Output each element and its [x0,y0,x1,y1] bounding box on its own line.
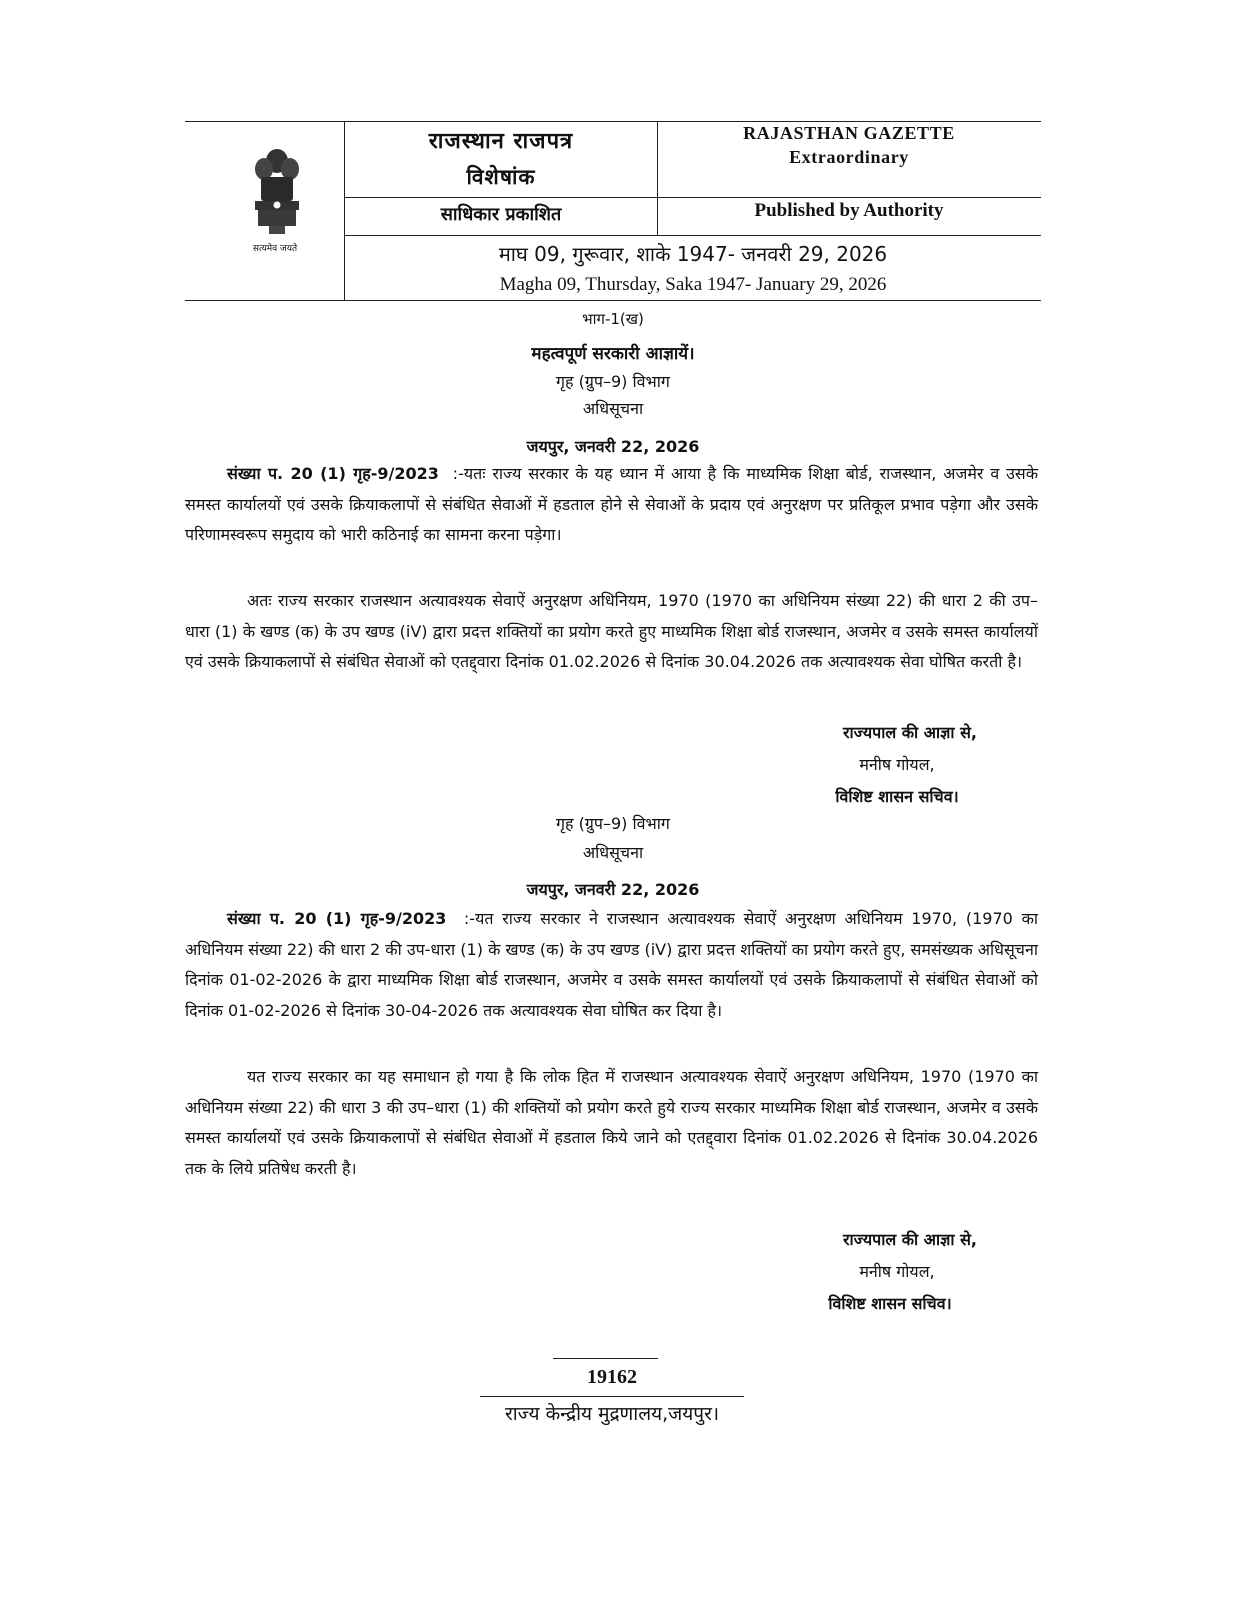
signature-name: मनीष गोयल, [859,1262,935,1281]
notification-paragraph: अतः राज्य सरकार राजस्थान अत्यावश्यक सेवाऐं अनुरक्षण अधिनियम, 1970 (1970 का अधिनियम संख्या 22) की धारा 2 की उप–धारा (1) के खण्ड (क) के उप खण्ड (iV) द्वारा प्रदत्त शक्तियों का प्रयोग करते हुए माध्यमिक शिक्षा बोर्ड राजस्थान, अजमेर व उसके समस्त कार्यालयों एवं उसके क्रियाकलापों से संबंधित सेवाओं को एतद्द्वारा दिनांक 01.02.2026 से दिनांक 30.04.2026 तक अत्यावश्यक सेवा घोषित करती है। [185,591,1038,671]
signature-designation: विशिष्ट शासन सचिव। [828,1294,952,1313]
gazette-title-hindi: राजस्थान राजपत्र [428,129,574,154]
gazette-serial-number: 19162 [587,1366,637,1388]
notification-type: अधिसूचना [582,843,644,862]
gazette-title-english: RAJASTHAN GAZETTE [743,123,955,143]
notification-number: संख्या प. 20 (1) गृह-9/2023 [227,909,447,928]
notification-number: संख्या प. 20 (1) गृह-9/2023 [227,464,439,483]
notification-paragraph [185,904,1038,1026]
signature-designation: विशिष्ट शासन सचिव। [835,787,959,806]
state-emblem-icon [247,139,307,239]
footer-rule [553,1358,658,1359]
notification-paragraph [185,459,1038,551]
place-date: जयपुर, जनवरी 22, 2026 [526,880,700,899]
emblem-motto: सत्यमेव जयते [252,244,298,254]
authority-english: Published by Authority [754,200,944,221]
gazette-subtitle-english: Extraordinary [789,147,909,167]
section-heading: महत्वपूर्ण सरकारी आज्ञायें। [531,344,695,364]
notification-type: अधिसूचना [582,399,644,418]
gazette-masthead [185,121,1041,301]
paragraph-text: :-यतः राज्य सरकार के यह ध्यान में आया है कि माध्यमिक शिक्षा बोर्ड, राजस्थान, अजमेर व उसके समस्त कार्यालयों एवं उसके क्रियाकलापों से संबंधित सेवाओं में हडताल होने से सेवाओं के प्रदाय एवं अनुरक्षण पर प्रतिकूल प्रभाव पड़ेगा और उसके परिणामस्वरूप समुदाय को भारी कठिनाई का सामना करना पड़ेगा। [185,464,1038,544]
gazette-subtitle-hindi: विशेषांक [466,165,536,189]
authority-hindi: साधिकार प्रकाशित [440,204,562,225]
notification-paragraph: यत राज्य सरकार का यह समाधान हो गया है कि लोक हित में राजस्थान अत्यावश्यक सेवाऐं अनुरक्षण अधिनियम, 1970 (1970 का अधिनियम संख्या 22) की धारा 3 की उप–धारा (1) की शक्तियों को प्रयोग करते हुये राज्य सरकार माध्यमिक शिक्षा बोर्ड राजस्थान, अजमेर व उसके समस्त कार्यालयों एवं उसके क्रियाकलापों से संबंधित सेवाओं में हडताल किये जाने को एतद्द्वारा दिनांक 01.02.2026 से दिनांक 30.04.2026 तक के लिये प्रतिषेध करती है। [185,1067,1038,1178]
part-label: भाग-1(ख) [582,310,644,328]
department-heading: गृह (ग्रुप–9) विभाग [556,372,670,391]
signature-name: मनीष गोयल, [859,755,935,774]
paragraph-text: :-यत राज्य सरकार ने राजस्थान अत्यावश्यक सेवाऐं अनुरक्षण अधिनियम 1970, (1970 का अधिनियम संख्या 22) की धारा 2 की उप-धारा (1) के खण्ड (क) के उप खण्ड (iV) द्वारा प्रदत्त शक्तियों का प्रयोग करते हुए, समसंख्यक अधिसूचना दिनांक 01-02-2026 के द्वारा माध्यमिक शिक्षा बोर्ड राजस्थान, अजमेर व उसके समस्त कार्यालयों एवं उसके क्रियाकलापों से संबंधित सेवाओं को दिनांक 01-02-2026 से दिनांक 30-04-2026 तक अत्यावश्यक सेवा घोषित कर दिया है। [185,909,1039,1020]
signature-authority: राज्यपाल की आज्ञा से, [843,723,977,742]
signature-authority: राज्यपाल की आज्ञा से, [843,1230,977,1249]
place-date: जयपुर, जनवरी 22, 2026 [526,437,700,456]
footer-rule [480,1396,744,1397]
issue-date-hindi: माघ 09, गुरूवार, शाके 1947- जनवरी 29, 2026 [498,242,888,266]
department-heading: गृह (ग्रुप–9) विभाग [556,814,670,833]
issue-date-english: Magha 09, Thursday, Saka 1947- January 29, 2026 [499,274,887,295]
printing-press: राज्य केन्द्रीय मुद्रणालय,जयपुर। [504,1403,720,1425]
